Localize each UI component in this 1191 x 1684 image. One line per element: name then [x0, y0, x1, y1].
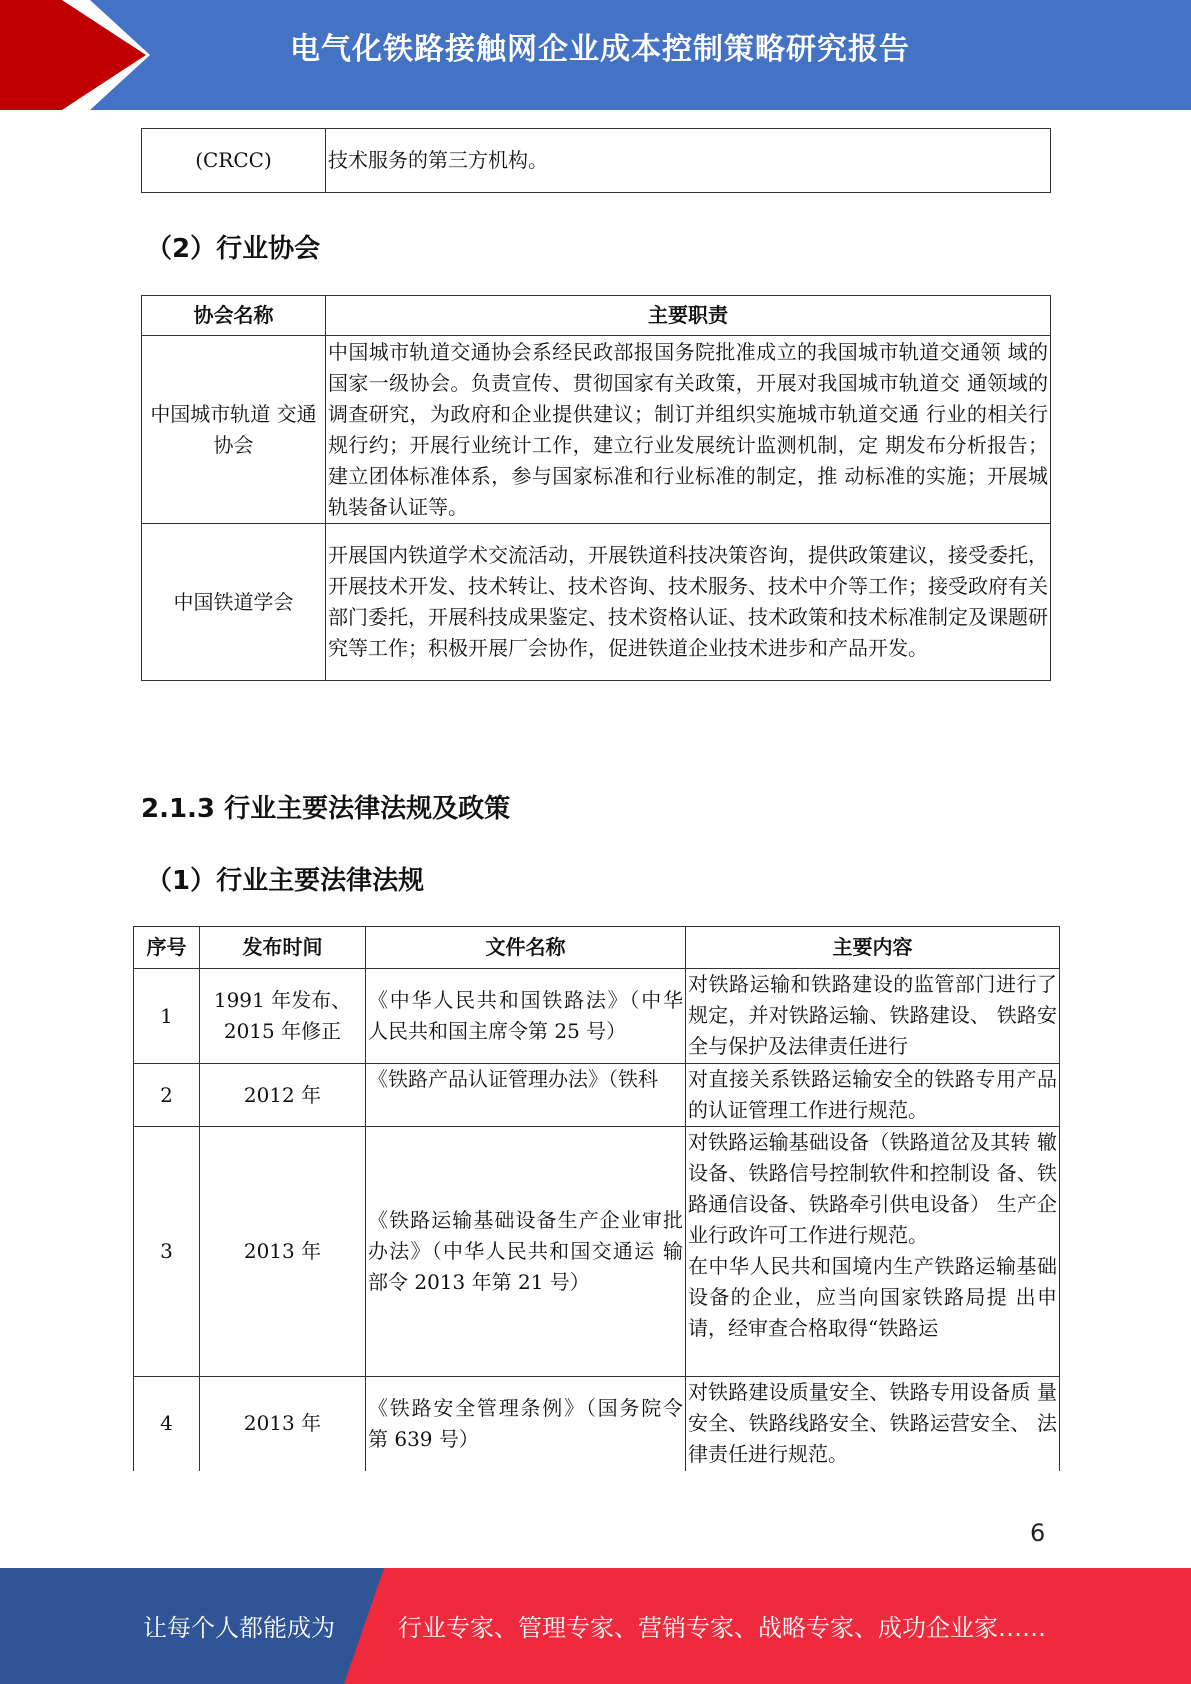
column-header-association-name: 协会名称 — [142, 296, 326, 336]
report-title: 电气化铁路接触网企业成本控制策略研究报告 — [290, 32, 910, 67]
table-row — [134, 969, 1060, 1064]
content-text: 对铁路运输和铁路建设的监管部门进行了规定，并对铁路运输、铁路建设、 铁路安全与保护及法律责任进行 — [688, 972, 1057, 1058]
footer-slogan-left: 让每个人都能成为 — [143, 1614, 335, 1642]
regulator-table-continued — [141, 128, 1051, 193]
table-row — [134, 1064, 1060, 1127]
content-cell: 对直接关系铁路运输安全的铁路专用产品的认证管理工作进行规范。 — [686, 1064, 1060, 1127]
doc-name-cell: 《铁路安全管理条例》（国务院令 第 639 号） — [366, 1377, 686, 1471]
table-row — [134, 1377, 1060, 1471]
table-row — [134, 1127, 1060, 1377]
doc-name-cell: 《中华人民共和国铁路法》（中华 人民共和国主席令第 25 号） — [366, 969, 686, 1064]
association-duty-cell: 中国城市轨道交通协会系经民政部报国务院批准成立的我国城市轨道交通领 域的国家一级协会。负责宣传、贯彻国家有关政策，开展对我国城市轨道交 通领域的调查研究，为政府和企业提供建议；制订并组织实施城市轨道交通 行业的相关行规行约；开展行业统计工作，建立行业发展统计监测机制，定 期发布分析报告；建立团体标准体系，参与国家标准和行业标准的制定，推 动标准的实施；开展城轨装备认证等。 — [326, 336, 1051, 524]
doc-name-cell: 《铁路运输基础设备生产企业审批办法》（中华人民共和国交通运 输部令 2013 年第 21 号） — [366, 1127, 686, 1377]
association-name-cell: 中国铁道学会 — [142, 524, 326, 681]
row-number-cell: 3 — [134, 1127, 200, 1377]
column-header-no: 序号 — [134, 927, 200, 969]
row-number-cell: 2 — [134, 1064, 200, 1127]
page-number: 6 — [1030, 1519, 1046, 1547]
table-row — [142, 129, 1051, 193]
row-number-cell: 4 — [134, 1377, 200, 1471]
associations-table — [141, 295, 1051, 681]
date-cell: 2013 年 — [200, 1377, 366, 1471]
org-duty-cell: 技术服务的第三方机构。 — [326, 129, 1051, 193]
section-heading-associations: （2）行业协会 — [146, 234, 321, 264]
footer-slogan-right: 行业专家、管理专家、营销专家、战略专家、成功企业家…… — [398, 1614, 1046, 1642]
column-header-doc-name: 文件名称 — [366, 927, 686, 969]
table-header-row — [142, 296, 1051, 336]
association-name-cell: 中国城市轨道 交通协会 — [142, 336, 326, 524]
column-header-date: 发布时间 — [200, 927, 366, 969]
row-number-cell: 1 — [134, 969, 200, 1064]
content-text-wrapper — [688, 1127, 1057, 1375]
page-footer — [0, 1568, 1191, 1684]
content-cell: 对铁路建设质量安全、铁路专用设备质 量安全、铁路线路安全、铁路运营安全、 法律责任进行规范。 — [686, 1377, 1060, 1471]
table-row — [142, 524, 1051, 681]
doc-name-cell: 《铁路产品认证管理办法》（铁科 — [366, 1064, 686, 1127]
association-duty-cell: 开展国内铁道学术交流活动，开展铁道科技决策咨询，提供政策建议，接受委托，开展技术开发、技术转让、技术咨询、技术服务、技术中介等工作；接受政府有关部门委托，开展科技成果鉴定、技术资格认证、技术政策和技术标准制定及课题研究等工作；积极开展厂会协作，促进铁道企业技术进步和产品开发。 — [326, 524, 1051, 681]
column-header-main-duty: 主要职责 — [326, 296, 1051, 336]
content-cell — [686, 969, 1060, 1064]
date-cell: 2013 年 — [200, 1127, 366, 1377]
table-header-row — [134, 927, 1060, 969]
table-row — [142, 336, 1051, 524]
content-paragraph: 对铁路运输基础设备（铁路道岔及其转 辙设备、铁路信号控制软件和控制设 备、铁路通信设备、铁路牵引供电设备） 生产企业行政许可工作进行规范。 — [688, 1130, 1057, 1247]
content-paragraph: 在中华人民共和国境内生产铁路运输基础设备的企业，应当向国家铁路局提 出申请，经审查合格取得“铁路运 — [688, 1254, 1057, 1340]
subsection-heading-laws: （1）行业主要法律法规 — [146, 866, 425, 896]
org-name-cell: (CRCC) — [142, 129, 326, 193]
content-cell — [686, 1127, 1060, 1377]
date-cell: 2012 年 — [200, 1064, 366, 1127]
date-cell: 1991 年发布、2015 年修正 — [200, 969, 366, 1064]
laws-table — [133, 926, 1060, 1471]
section-heading-laws-policies: 2.1.3 行业主要法律法规及政策 — [141, 794, 511, 824]
page-header — [0, 0, 1191, 110]
column-header-content: 主要内容 — [686, 927, 1060, 969]
